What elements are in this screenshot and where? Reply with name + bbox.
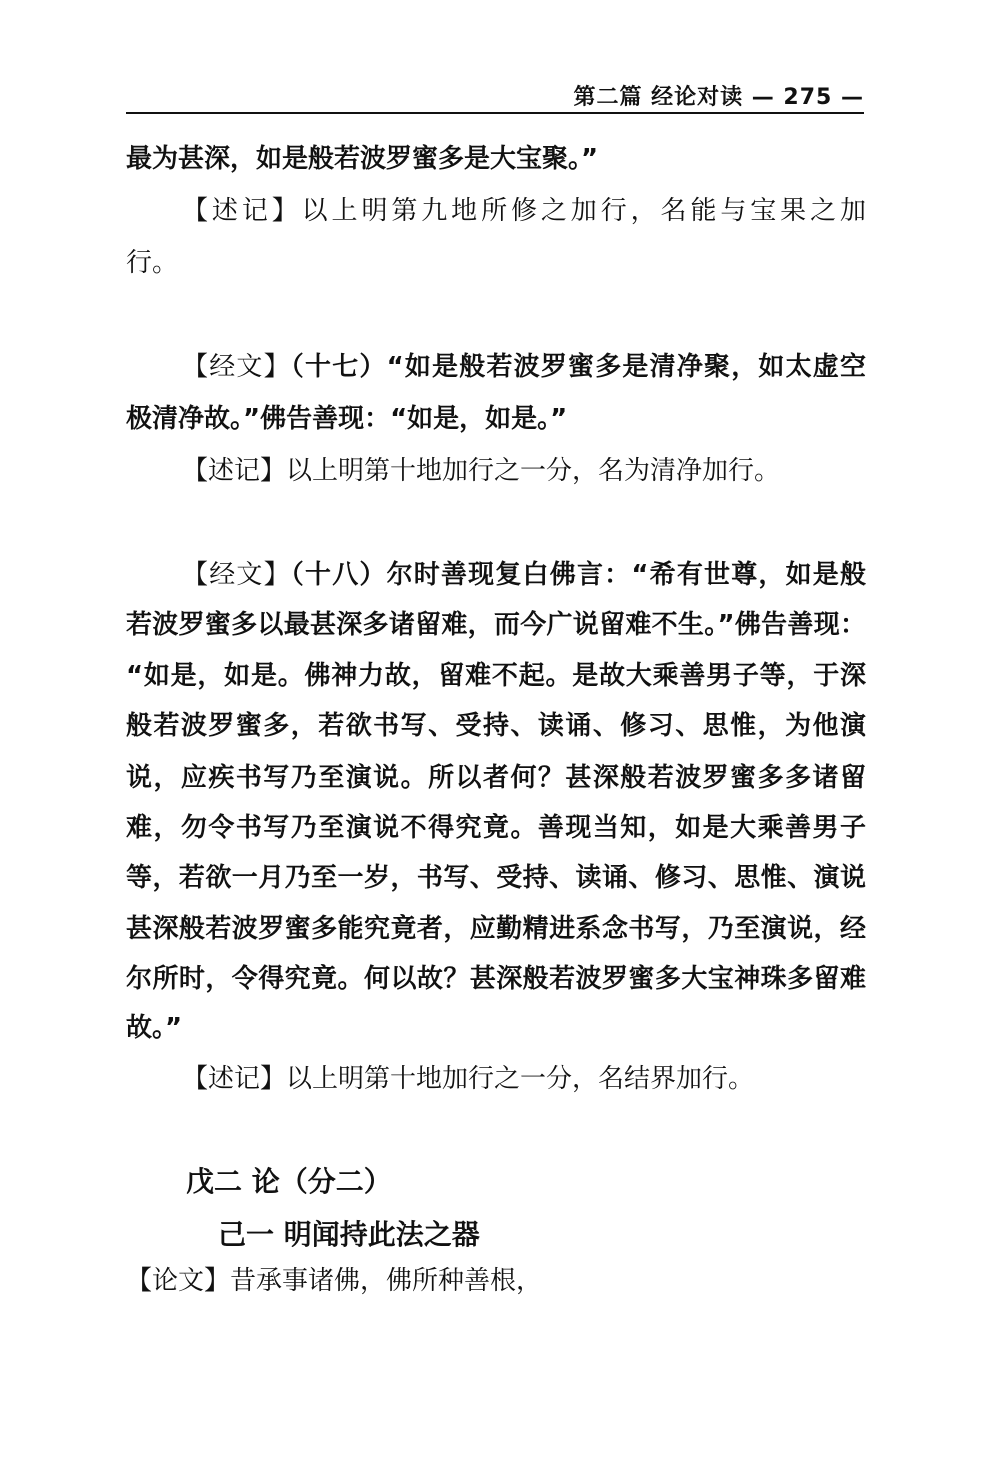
commentary-line-3 bbox=[182, 1062, 866, 1096]
text-line-13: 等，若欲一月乃至一岁，书写、受持、读诵、修习、思惟、演说 bbox=[126, 863, 866, 893]
text-line-3: 行。 bbox=[126, 248, 179, 278]
running-header bbox=[126, 78, 864, 114]
text-line-8: 若波罗蜜多以最甚深多诸留难，而今广说留难不生。”佛告善现： bbox=[126, 610, 866, 640]
commentary-text: 以上明第十地加行之一分，名结界加行。 bbox=[286, 1064, 755, 1094]
treatise-line bbox=[126, 1264, 866, 1298]
text-line-11: 说，应疾书写乃至演说。所以者何？甚深般若波罗蜜多多诸留 bbox=[126, 763, 866, 793]
sutra-tag: 【经文】 bbox=[182, 560, 291, 590]
text-line-9: “如是，如是。佛神力故，留难不起。是故大乘善男子等，于深 bbox=[126, 661, 866, 691]
section-heading: 戊二 论（分二） bbox=[186, 1165, 392, 1198]
sutra-tag: 【经文】 bbox=[182, 352, 291, 382]
text-line-1: 最为甚深，如是般若波罗蜜多是大宝聚。” bbox=[126, 144, 599, 174]
treatise-text: 昔承事诸佛，佛所种善根， bbox=[230, 1266, 543, 1296]
subsection-heading: 己一 明闻持此法之器 bbox=[218, 1218, 480, 1251]
commentary-line-2 bbox=[182, 454, 866, 488]
text-line-14: 甚深般若波罗蜜多能究竟者，应勤精进系念书写，乃至演说，经 bbox=[126, 914, 866, 944]
sutra-text: （十七）“如是般若波罗蜜多是清净聚，如太虚空 bbox=[290, 352, 866, 382]
commentary-tag: 【述记】 bbox=[182, 1064, 287, 1094]
commentary-text: 以上明第九地所修之加行，名能与宝果之加 bbox=[301, 196, 866, 226]
commentary-text: 以上明第十地加行之一分，名为清净加行。 bbox=[286, 456, 781, 486]
treatise-tag: 【论文】 bbox=[126, 1266, 231, 1296]
running-title: 第二篇 经论对读 — 275 — bbox=[573, 85, 864, 110]
text-line-16: 故。” bbox=[126, 1013, 183, 1043]
text-line-10: 般若波罗蜜多，若欲书写、受持、读诵、修习、思惟，为他演 bbox=[126, 711, 866, 741]
text-line-12: 难，勿令书写乃至演说不得究竟。善现当知，如是大乘善男子 bbox=[126, 813, 866, 843]
sutra-line-18 bbox=[182, 558, 866, 592]
text-line-5: 极清净故。”佛告善现：“如是，如是。” bbox=[126, 404, 568, 434]
sutra-text: （十八）尔时善现复白佛言：“希有世尊，如是般 bbox=[290, 560, 866, 590]
commentary-line-1 bbox=[182, 194, 866, 228]
sutra-line-17 bbox=[182, 350, 866, 384]
commentary-tag: 【述记】 bbox=[182, 456, 287, 486]
text-line-15: 尔所时，令得究竟。何以故？甚深般若波罗蜜多大宝神珠多留难 bbox=[126, 964, 866, 994]
commentary-tag: 【述记】 bbox=[182, 196, 302, 226]
